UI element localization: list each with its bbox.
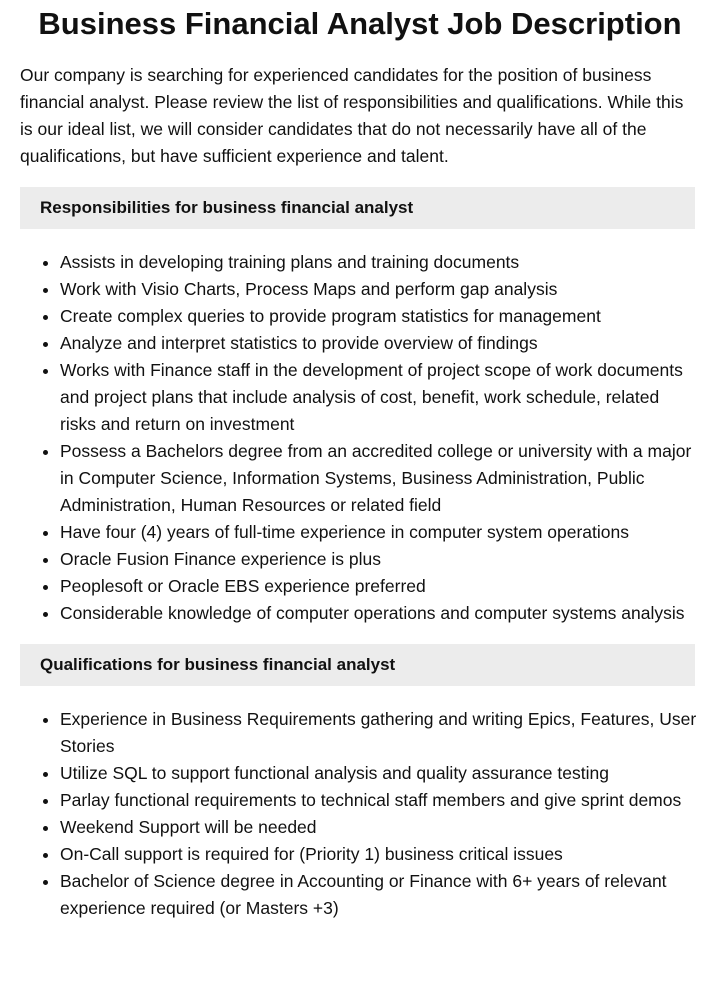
qualifications-heading: Qualifications for business financial analyst [20,644,695,686]
list-item: • Analyze and interpret statistics to provide overview of findings [60,330,700,357]
page-title: Business Financial Analyst Job Description [38,6,682,41]
list-item: • Have four (4) years of full-time experience in computer system operations [60,519,700,546]
list-item: • Experience in Business Requirements gathering and writing Epics, Features, User Stories [60,706,700,760]
list-item: • Possess a Bachelors degree from an accredited college or university with a major in Computer Science, Information Systems, Business Administration, Public Administration, Human Resources or related field [60,438,700,519]
list-item: • Considerable knowledge of computer operations and computer systems analysis [60,600,700,627]
list-item: • Work with Visio Charts, Process Maps and perform gap analysis [60,276,700,303]
list-item: • On-Call support is required for (Priority 1) business critical issues [60,841,700,868]
responsibilities-heading: Responsibilities for business financial analyst [20,187,695,229]
list-item: • Assists in developing training plans and training documents [60,249,700,276]
list-item: • Peoplesoft or Oracle EBS experience preferred [60,573,700,600]
qualifications-list [20,706,700,922]
list-item: • Create complex queries to provide program statistics for management [60,303,700,330]
list-item: • Bachelor of Science degree in Accounting or Finance with 6+ years of relevant experience required (or Masters +3) [60,868,700,922]
list-item: • Utilize SQL to support functional analysis and quality assurance testing [60,760,700,787]
intro-paragraph: Our company is searching for experienced candidates for the position of business financial analyst. Please review the list of responsibilities and qualifications. While this is our ideal list, we will consider candidates that do not necessarily have all of the qualifications, but have sufficient experience and talent. [20,65,684,166]
list-item: • Weekend Support will be needed [60,814,700,841]
list-item: • Oracle Fusion Finance experience is plus [60,546,700,573]
responsibilities-list [20,249,700,627]
list-item: • Works with Finance staff in the development of project scope of work documents and project plans that include analysis of cost, benefit, work schedule, related risks and return on investment [60,357,700,438]
list-item: • Parlay functional requirements to technical staff members and give sprint demos [60,787,700,814]
